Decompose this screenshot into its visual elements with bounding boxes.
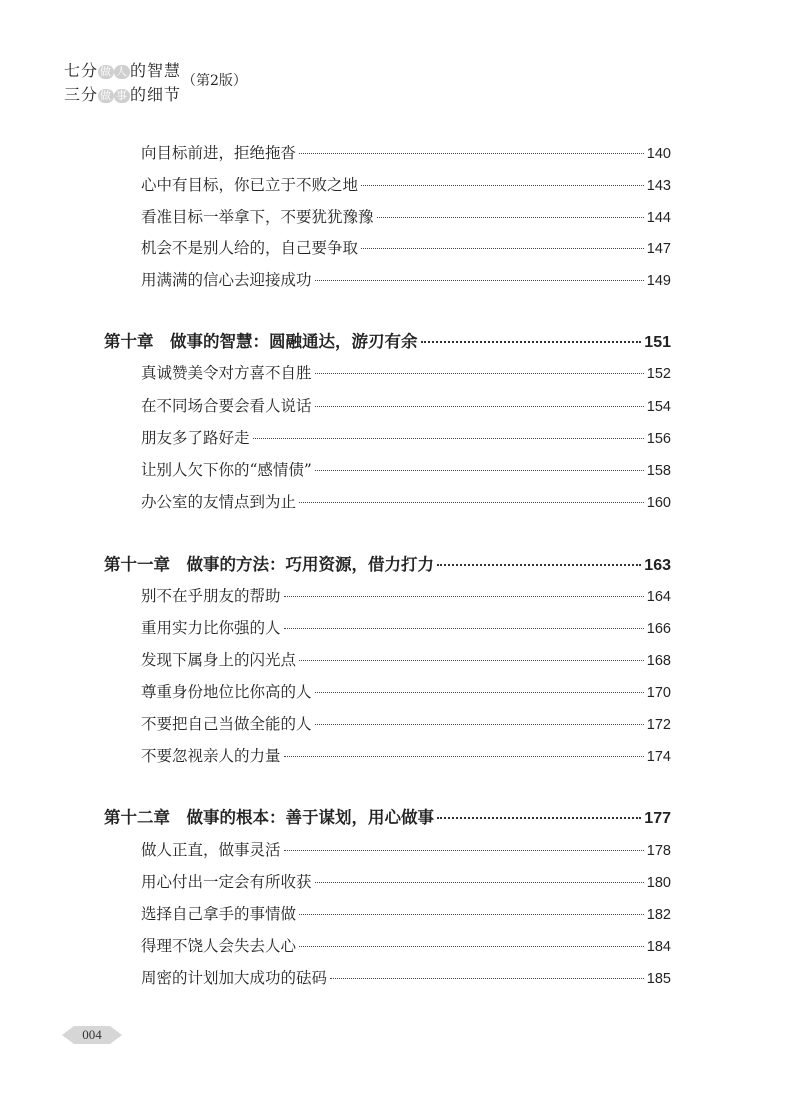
dot-leader bbox=[315, 692, 644, 693]
dot-leader bbox=[421, 341, 642, 343]
toc-entry-title: 尊重身份地位比你高的人 bbox=[141, 683, 312, 701]
toc-entry-page: 172 bbox=[646, 717, 671, 733]
toc-entry-title: 朋友多了路好走 bbox=[141, 429, 250, 447]
dot-leader bbox=[284, 628, 644, 629]
toc-section-entry[interactable] bbox=[141, 680, 671, 702]
toc-entry-page: 144 bbox=[646, 210, 671, 226]
toc-entry-page: 182 bbox=[646, 907, 671, 923]
dot-leader bbox=[284, 756, 644, 757]
toc-entry-page: 168 bbox=[646, 653, 671, 669]
dot-leader bbox=[284, 850, 644, 851]
toc-entry-page: 177 bbox=[644, 810, 671, 827]
toc-entry-page: 184 bbox=[646, 939, 671, 955]
toc-entry-title: 重用实力比你强的人 bbox=[141, 619, 281, 637]
toc-section-entry[interactable] bbox=[141, 966, 671, 988]
toc-entry-title: 看准目标一举拿下，不要犹犹豫豫 bbox=[141, 208, 374, 226]
header-text: 三分 bbox=[64, 85, 99, 104]
toc-entry-page: 140 bbox=[646, 146, 671, 162]
toc-entry-title: 机会不是别人给的，自己要争取 bbox=[141, 239, 359, 257]
edition-label: （第2版） bbox=[182, 73, 247, 89]
toc-entry-page: 166 bbox=[646, 621, 671, 637]
toc-entry-title: 真诚赞美令对方喜不自胜 bbox=[141, 364, 312, 382]
header-pill: 做 bbox=[100, 88, 113, 102]
toc-section-entry[interactable] bbox=[141, 268, 671, 290]
toc-section-entry[interactable] bbox=[141, 236, 671, 258]
dot-leader bbox=[315, 724, 644, 725]
toc-entry-title: 向目标前进，拒绝拖沓 bbox=[141, 144, 297, 162]
toc-entry-page: 151 bbox=[644, 334, 671, 351]
toc-entry-page: 180 bbox=[646, 875, 671, 891]
toc-section-entry[interactable] bbox=[141, 205, 671, 227]
toc-entry-title: 第十一章 做事的方法：巧用资源，借力打力 bbox=[104, 555, 434, 574]
dot-leader bbox=[253, 438, 644, 439]
toc-section-entry[interactable] bbox=[141, 394, 671, 416]
dot-leader bbox=[299, 502, 644, 503]
toc-entry-page: 158 bbox=[646, 463, 671, 479]
toc-entry-page: 154 bbox=[646, 399, 671, 415]
dot-leader bbox=[361, 248, 644, 249]
toc-entry-page: 174 bbox=[646, 749, 671, 765]
toc-entry-page: 156 bbox=[646, 431, 671, 447]
toc-entry-page: 143 bbox=[646, 178, 671, 194]
dot-leader bbox=[299, 946, 644, 947]
dot-leader bbox=[284, 596, 644, 597]
dot-leader bbox=[377, 217, 644, 218]
dot-leader bbox=[315, 406, 644, 407]
toc-section-entry[interactable] bbox=[141, 361, 671, 383]
toc-entry-title: 办公室的友情点到为止 bbox=[141, 493, 297, 511]
toc-entry-title: 别不在乎朋友的帮助 bbox=[141, 587, 281, 605]
toc-entry-title: 第十二章 做事的根本：善于谋划，用心做事 bbox=[104, 808, 434, 827]
toc-entry-page: 185 bbox=[646, 971, 671, 987]
toc-chapter-entry[interactable] bbox=[104, 551, 671, 575]
page-number: 004 bbox=[82, 1027, 102, 1042]
toc-entry-title: 用心付出一定会有所收获 bbox=[141, 873, 312, 891]
toc-entry-page: 170 bbox=[646, 685, 671, 701]
toc-entry-title: 不要忽视亲人的力量 bbox=[141, 747, 281, 765]
dot-leader bbox=[315, 280, 644, 281]
dot-leader bbox=[361, 185, 644, 186]
toc-entry-title: 在不同场合要会看人说话 bbox=[141, 397, 312, 415]
toc-section-entry[interactable] bbox=[141, 712, 671, 734]
toc-section-entry[interactable] bbox=[141, 648, 671, 670]
toc-section-entry[interactable] bbox=[141, 838, 671, 860]
toc-entry-title: 心中有目标，你已立于不败之地 bbox=[141, 176, 359, 194]
header-text: 的智慧 bbox=[130, 61, 182, 80]
toc-section-entry[interactable] bbox=[141, 584, 671, 606]
toc-entry-title: 选择自己拿手的事情做 bbox=[141, 905, 297, 923]
toc-entry-title: 第十章 做事的智慧：圆融通达，游刃有余 bbox=[104, 332, 418, 351]
header-text: 七分 bbox=[64, 61, 99, 80]
toc-section-entry[interactable] bbox=[141, 426, 671, 448]
toc-entry-title: 做人正直，做事灵活 bbox=[141, 841, 281, 859]
toc-section-entry[interactable] bbox=[141, 870, 671, 892]
toc-section-entry[interactable] bbox=[141, 458, 671, 480]
dot-leader bbox=[299, 914, 644, 915]
toc-entry-page: 178 bbox=[646, 843, 671, 859]
toc-section-entry[interactable] bbox=[141, 902, 671, 924]
toc-chapter-entry[interactable] bbox=[104, 804, 671, 828]
toc-chapter-entry[interactable] bbox=[104, 328, 671, 352]
dot-leader bbox=[315, 882, 644, 883]
toc-section-entry[interactable] bbox=[141, 141, 671, 163]
toc-entry-page: 152 bbox=[646, 366, 671, 382]
toc-section-entry[interactable] bbox=[141, 934, 671, 956]
page-number-badge bbox=[62, 1022, 122, 1048]
toc-entry-title: 得理不饶人会失去人心 bbox=[141, 937, 297, 955]
dot-leader bbox=[299, 153, 644, 154]
dot-leader bbox=[299, 660, 644, 661]
header-text: 的细节 bbox=[130, 85, 182, 104]
header-pill: 做 bbox=[100, 64, 113, 78]
toc-entry-title: 用满满的信心去迎接成功 bbox=[141, 271, 312, 289]
header-pill: 事 bbox=[116, 88, 129, 102]
dot-leader bbox=[315, 373, 644, 374]
toc-entry-page: 163 bbox=[644, 557, 671, 574]
toc-section-entry[interactable] bbox=[141, 744, 671, 766]
dot-leader bbox=[330, 978, 644, 979]
toc-entry-title: 发现下属身上的闪光点 bbox=[141, 651, 297, 669]
toc-entry-page: 160 bbox=[646, 495, 671, 511]
dot-leader bbox=[437, 564, 641, 566]
toc-entry-title: 让别人欠下你的“感情债” bbox=[141, 461, 312, 479]
toc-entry-page: 164 bbox=[646, 589, 671, 605]
header-pill: 人 bbox=[116, 64, 129, 78]
toc-section-entry[interactable] bbox=[141, 616, 671, 638]
toc-entry-page: 147 bbox=[646, 241, 671, 257]
toc-section-entry[interactable] bbox=[141, 490, 671, 512]
toc-section-entry[interactable] bbox=[141, 173, 671, 195]
dot-leader bbox=[437, 817, 641, 819]
toc-entry-page: 149 bbox=[646, 273, 671, 289]
toc-entry-title: 周密的计划加大成功的砝码 bbox=[141, 969, 328, 987]
toc-entry-title: 不要把自己当做全能的人 bbox=[141, 715, 312, 733]
dot-leader bbox=[315, 470, 644, 471]
